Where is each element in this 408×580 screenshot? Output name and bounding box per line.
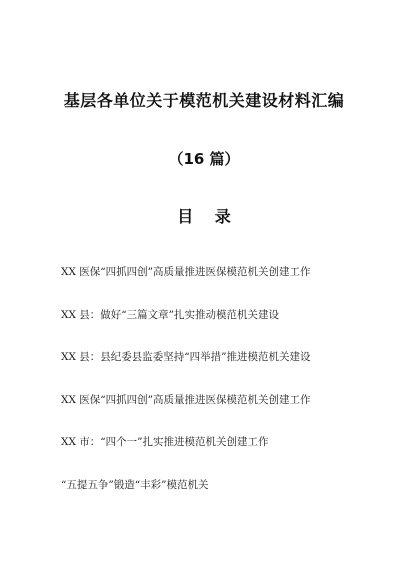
toc-item[interactable]: XX 医保“四抓四创”高质量推进医保模范机关创建工作 bbox=[61, 393, 311, 406]
toc-heading: 目 录 bbox=[177, 207, 239, 226]
article-count: （16 篇） bbox=[168, 150, 240, 168]
table-of-contents bbox=[61, 266, 361, 522]
document-title: 基层各单位关于模范机关建设材料汇编 bbox=[63, 91, 345, 110]
toc-item[interactable]: “五提五争”锻造“丰彩”模范机关 bbox=[61, 478, 209, 491]
toc-item[interactable]: XX 县：做好“三篇文章”扎实推动模范机关建设 bbox=[61, 308, 280, 321]
toc-item[interactable]: XX 医保“四抓四创”高质量推进医保模范机关创建工作 bbox=[61, 266, 311, 278]
toc-item[interactable]: XX 市：“四个一”扎实推进模范机关创建工作 bbox=[61, 436, 269, 449]
toc-item[interactable]: XX 县：县纪委县监委坚持“四举措”推进模范机关建设 bbox=[61, 351, 311, 364]
